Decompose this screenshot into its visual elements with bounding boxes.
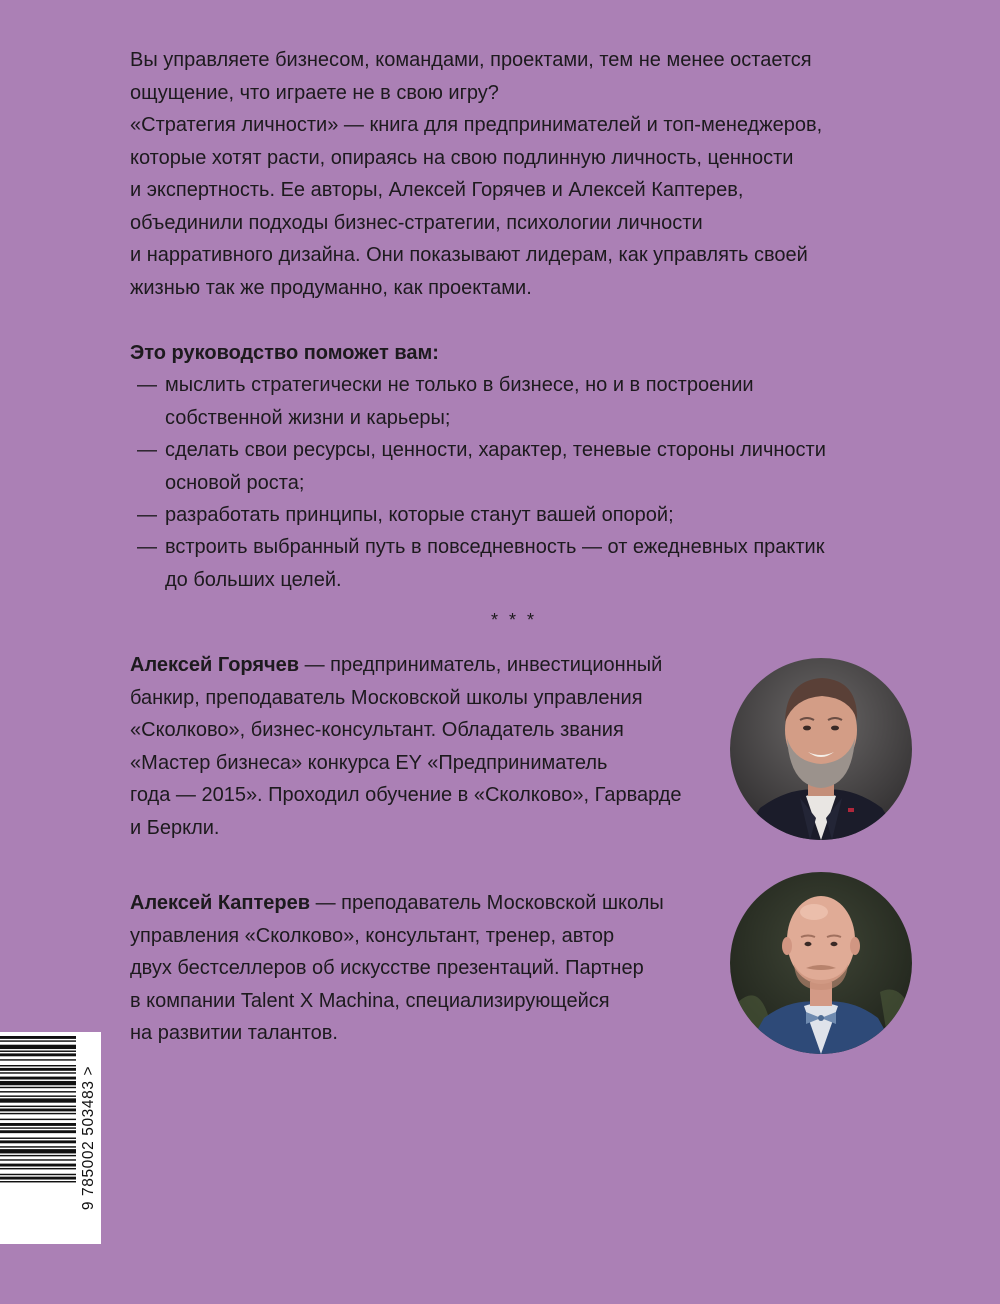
barcode-bar bbox=[0, 1040, 76, 1041]
barcode-bar bbox=[0, 1164, 76, 1167]
list-item-line: встроить выбранный путь в повседневность — от ежедневных практик bbox=[165, 536, 825, 558]
guide-heading: Это руководство поможет вам: bbox=[130, 342, 439, 364]
intro-line: которые хотят расти, опираясь на свою подлинную личность, ценности bbox=[130, 146, 794, 169]
barcode-bar bbox=[0, 1072, 76, 1073]
barcode-bar bbox=[0, 1127, 76, 1128]
bullet-dash: — bbox=[137, 374, 157, 396]
barcode-bar bbox=[0, 1091, 76, 1092]
barcode-bar bbox=[0, 1068, 76, 1071]
author-bio-line: года — 2015». Проходил обучение в «Сколково», Гарварде bbox=[130, 784, 682, 806]
barcode-bar bbox=[0, 1095, 76, 1096]
author-bio-line: банкир, преподаватель Московской школы управления bbox=[130, 686, 643, 709]
barcode-bar bbox=[0, 1168, 76, 1169]
author-photo bbox=[730, 872, 912, 1054]
barcode-bar bbox=[0, 1177, 76, 1180]
barcode-number: 9 785002 503483 > bbox=[80, 1065, 97, 1211]
barcode-bar bbox=[0, 1051, 76, 1052]
barcode-bars bbox=[0, 1032, 76, 1244]
intro-line: объединили подходы бизнес-стратегии, психологии личности bbox=[130, 211, 703, 234]
author-bio-line: управления «Сколково», консультант, тренер, автор bbox=[130, 924, 615, 947]
barcode-bar bbox=[0, 1077, 76, 1080]
barcode-bar bbox=[0, 1113, 76, 1114]
author-bio-line: двух бестселлеров об искусстве презентаций. Партнер bbox=[130, 957, 644, 979]
barcode-bar bbox=[0, 1053, 76, 1056]
barcode-bar bbox=[0, 1109, 76, 1112]
list-item-line: разработать принципы, которые станут вашей опорой; bbox=[165, 504, 674, 526]
section-separator: * * * bbox=[490, 610, 538, 630]
barcode-digits bbox=[77, 1032, 101, 1244]
author-bio-text: — преподаватель Московской школы bbox=[310, 892, 664, 914]
intro-paragraph bbox=[130, 44, 890, 304]
list-item-line: мыслить стратегически не только в бизнесе, но и в построении bbox=[165, 374, 754, 396]
barcode-bar bbox=[0, 1174, 76, 1175]
bullet-dash: — bbox=[137, 504, 157, 526]
intro-line: ощущение, что играете не в свою игру? bbox=[130, 81, 499, 104]
list-item-line: сделать свои ресурсы, ценности, характер, теневые стороны личности bbox=[165, 439, 826, 461]
author-portrait-image bbox=[730, 658, 912, 840]
barcode-bar bbox=[0, 1155, 76, 1156]
author-bio-line: в компании Talent X Machina, специализирующейся bbox=[130, 989, 610, 1012]
author-photo bbox=[730, 658, 912, 840]
barcode-bar bbox=[0, 1140, 76, 1143]
bullet-dash: — bbox=[137, 439, 157, 461]
author-portrait-image bbox=[730, 872, 912, 1054]
barcode-bar bbox=[0, 1045, 76, 1049]
barcode-bar bbox=[0, 1181, 76, 1182]
barcode-bar bbox=[0, 1119, 76, 1120]
intro-line: жизнью так же продуманно, как проектами. bbox=[130, 276, 532, 299]
author-bio-line: «Мастер бизнеса» конкурса EY «Предприниматель bbox=[130, 751, 608, 774]
list-item-line: основой роста; bbox=[165, 471, 305, 494]
barcode-bar bbox=[0, 1123, 76, 1126]
author-bio-text: — предприниматель, инвестиционный bbox=[299, 654, 663, 676]
barcode-bar bbox=[0, 1081, 76, 1085]
barcode-bar bbox=[0, 1130, 76, 1133]
author-name: Алексей Каптерев bbox=[130, 892, 311, 914]
isbn-barcode bbox=[0, 1032, 101, 1244]
barcode-bar bbox=[0, 1138, 76, 1139]
list-item-line: собственной жизни и карьеры; bbox=[165, 406, 451, 429]
author-bio-line: на развитии талантов. bbox=[130, 1022, 338, 1044]
barcode-bar bbox=[0, 1059, 76, 1060]
author-bio-line: «Сколково», бизнес-консультант. Обладатель звания bbox=[130, 719, 624, 741]
list-item-line: до больших целей. bbox=[165, 568, 342, 591]
barcode-bar bbox=[0, 1098, 76, 1102]
barcode-bar bbox=[0, 1149, 76, 1153]
barcode-bar bbox=[0, 1146, 76, 1147]
barcode-bar bbox=[0, 1087, 76, 1088]
barcode-bar bbox=[0, 1065, 76, 1066]
author-name: Алексей Горячев bbox=[130, 654, 300, 676]
barcode-bar bbox=[0, 1036, 76, 1039]
intro-line: «Стратегия личности» — книга для предпринимателей и топ-менеджеров, bbox=[130, 114, 823, 136]
barcode-bar bbox=[0, 1106, 76, 1107]
intro-line: и нарративного дизайна. Они показывают лидерам, как управлять своей bbox=[130, 244, 808, 266]
intro-line: и экспертность. Ее авторы, Алексей Горячев и Алексей Каптерев, bbox=[130, 179, 744, 201]
bullet-dash: — bbox=[137, 536, 157, 558]
barcode-bar bbox=[0, 1159, 76, 1160]
intro-line: Вы управляете бизнесом, командами, проектами, тем не менее остается bbox=[130, 49, 812, 71]
author-bio-line: и Беркли. bbox=[130, 816, 220, 839]
